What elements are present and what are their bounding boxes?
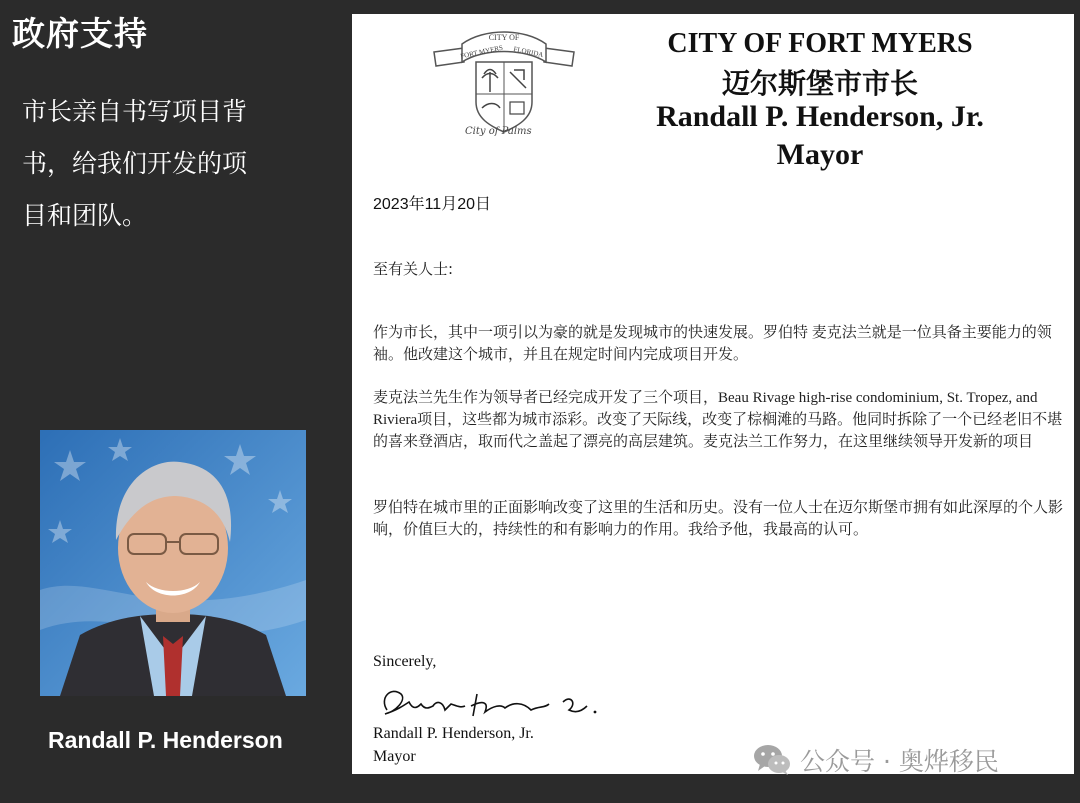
watermark-text: 公众号 · 奥烨移民 [800, 747, 999, 776]
seal-right-text: FLORIDA [512, 44, 545, 60]
letter-closing: Sincerely, [373, 653, 437, 670]
intro-line: 目和团队。 [22, 201, 148, 230]
intro-line: 书，给我们开发的项 [22, 149, 248, 178]
photo-caption: Randall P. Henderson [48, 727, 283, 753]
letter-greeting: 至有关人士: [373, 260, 454, 278]
letterhead-title-cn: 迈尔斯堡市市长 [721, 67, 918, 100]
seal-top-text: CITY OF [488, 33, 520, 42]
letter-paragraph: 罗伯特在城市里的正面影响改变了这里的生活和历史。没有一位人士在迈尔斯堡市拥有如此深厚的个人影响，价值巨大的，持续性的和有影响力的作用。我给予他，我最高的认可。 [373, 500, 1064, 538]
letter-date: 2023年11月20日 [373, 196, 492, 213]
letterhead-city: CITY OF FORT MYERS [667, 28, 973, 59]
seal-caption: City of Palms [465, 126, 532, 137]
handwritten-signature [373, 680, 603, 726]
watermark [752, 740, 999, 780]
letter-paragraph: 作为市长，其中一项引以为豪的就是发现城市的快速发展。罗伯特 麦克法兰就是一位具备主要能力的领袖。他改建这个城市，并且在规定时间内完成项目开发。 [373, 325, 1052, 363]
signer-name: Randall P. Henderson, Jr. [373, 725, 534, 742]
letterhead-role: Mayor [776, 138, 864, 171]
mayor-portrait-photo [40, 430, 306, 696]
portrait-illustration [40, 430, 306, 696]
intro-line: 市长亲自书写项目背 [22, 97, 248, 126]
slide-title: 政府支持 [12, 14, 148, 53]
letter-paragraph: 麦克法兰先生作为领导者已经完成开发了三个项目，Beau Rivage high-rise condominium, St. Tropez, and Riviera项目，这些都为城市添彩。改变了天际线，改变了棕榈滩的马路。他同时拆除了一个已经老旧不堪的喜来登酒店，取而代之盖起了漂亮的高层建筑。麦克法兰工作努力，在这里继续领导开发新的项目 [373, 390, 1063, 450]
seal-left-text: FORT MYERS [459, 43, 504, 61]
wechat-icon [752, 742, 792, 778]
mayor-letter [352, 14, 1074, 774]
signer-role: Mayor [373, 748, 416, 765]
intro-text [22, 86, 322, 242]
letterhead-name: Randall P. Henderson, Jr. [656, 100, 984, 133]
